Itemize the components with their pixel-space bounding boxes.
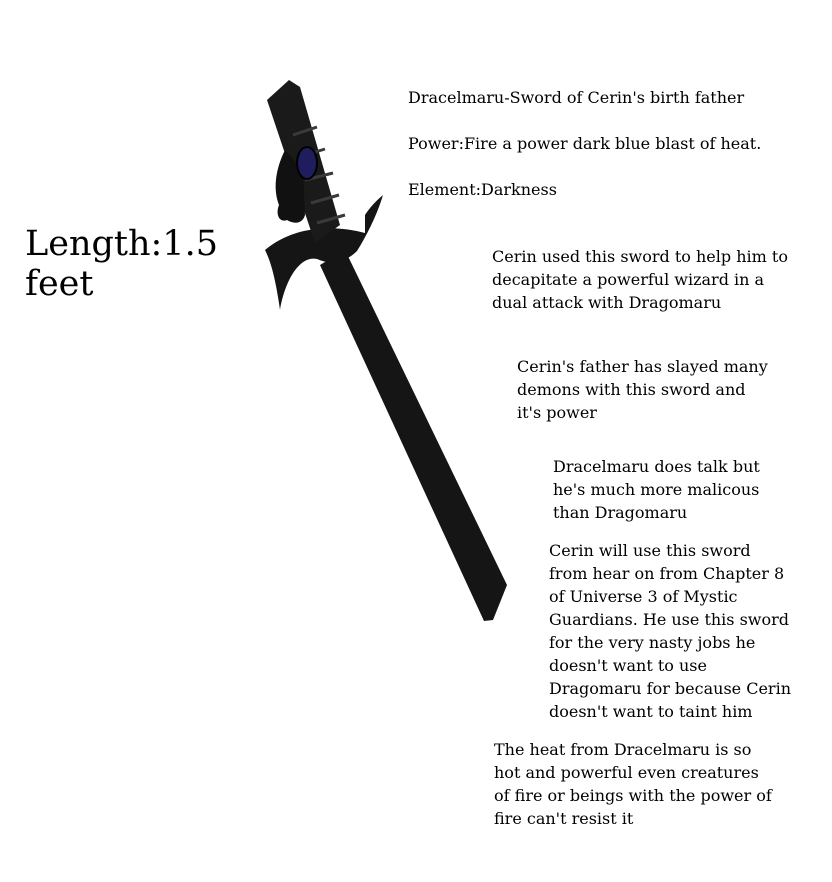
note-talk: Dracelmaru does talk but he's much more malicous than Dragomaru <box>553 457 760 522</box>
note-heat: The heat from Dracelmaru is so hot and powerful even creatures of fire or beings with the power of fire can't resist it <box>494 740 772 828</box>
sword-illustration <box>255 75 515 635</box>
sword-gem <box>297 147 317 179</box>
sword-length: Length:1.5 feet <box>25 224 218 304</box>
sword-blade <box>320 250 507 621</box>
sword-power: Power:Fire a power dark blue blast of heat. <box>408 134 762 153</box>
note-demons: Cerin's father has slayed many demons with this sword and it's power <box>517 357 768 422</box>
note-decapitate: Cerin used this sword to help him to decapitate a powerful wizard in a dual attack with Dragomaru <box>492 247 788 312</box>
sword-title: Dracelmaru-Sword of Cerin's birth father <box>408 88 745 107</box>
sword-element: Element:Darkness <box>408 180 557 199</box>
note-usage: Cerin will use this sword from hear on from Chapter 8 of Universe 3 of Mystic Guardians. He use this sword for the very nasty jobs he doesn't want to use Dragomaru for because Cerin doesn't want to taint him <box>549 541 791 721</box>
